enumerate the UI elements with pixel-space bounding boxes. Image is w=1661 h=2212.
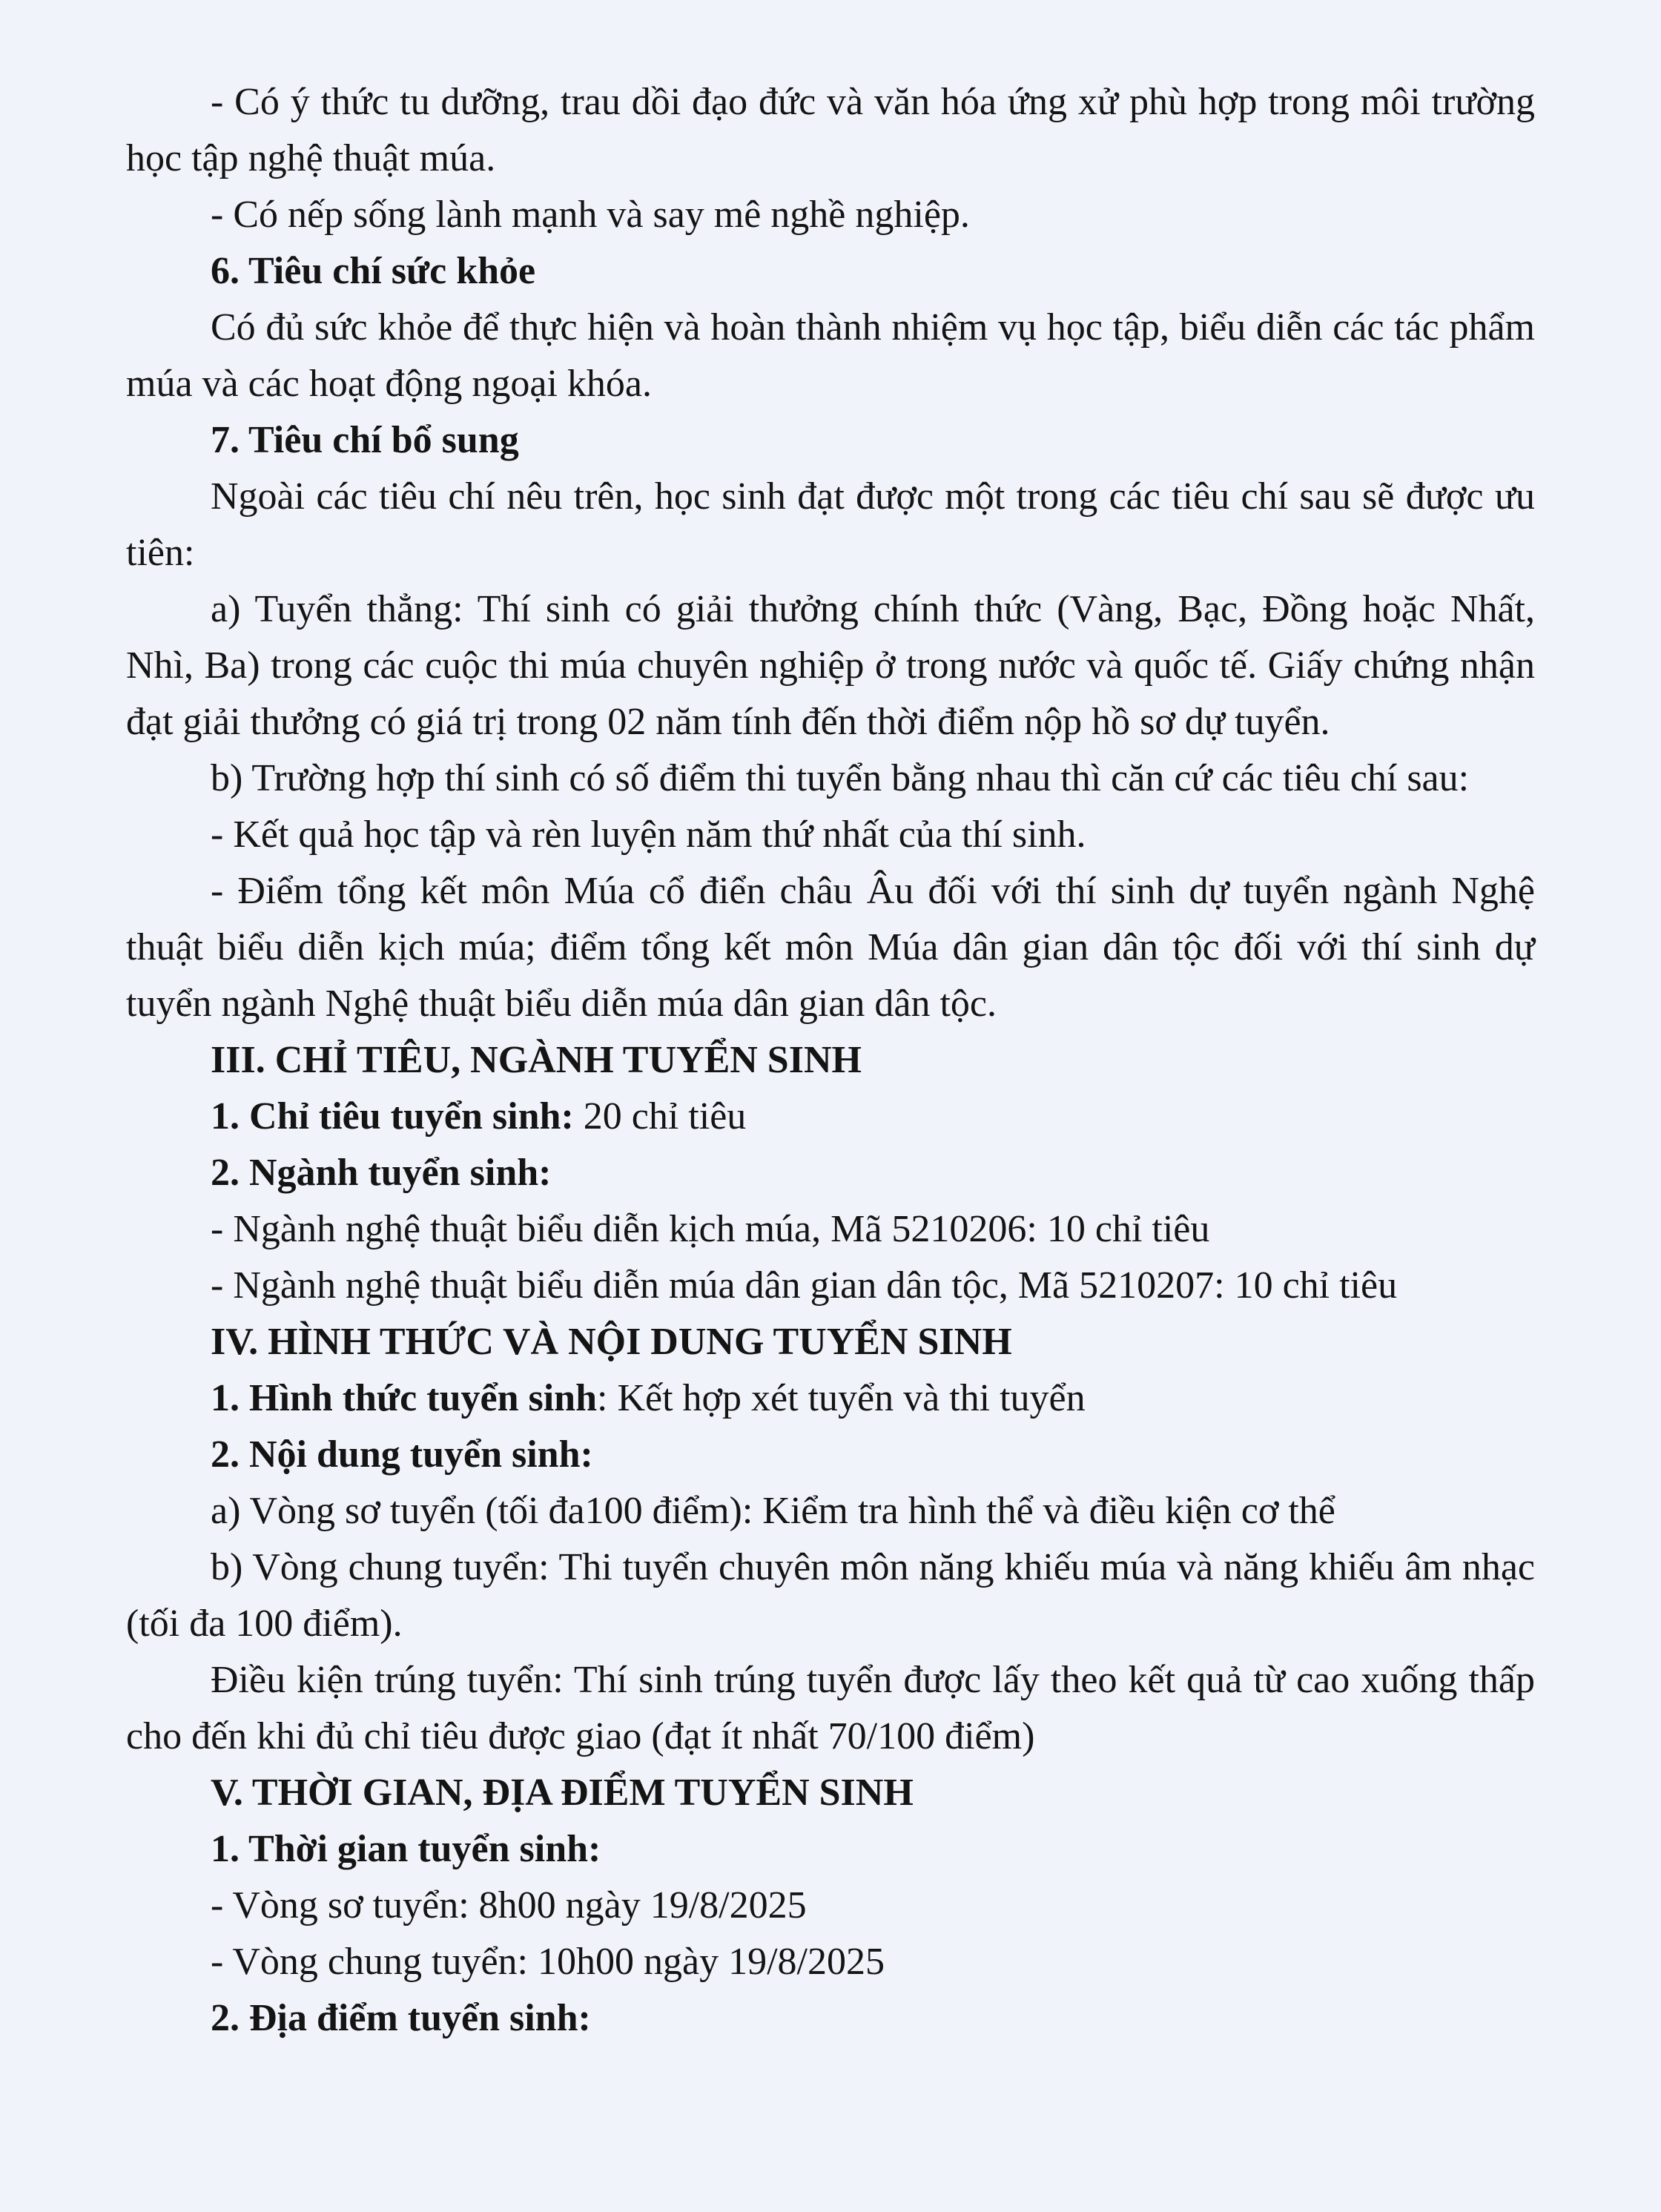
heading-admission-time: 1. Thời gian tuyển sinh: [211,1828,601,1870]
paragraph-final-round: b) Vòng chung tuyển: Thi tuyển chuyên môn năng khiếu múa và năng khiếu âm nhạc (tối đa 100 điểm). [126,1546,1535,1645]
heading-section-v: V. THỜI GIAN, ĐỊA ĐIỂM TUYỂN SINH [211,1772,914,1814]
paragraph-priority-intro: Ngoài các tiêu chí nêu trên, học sinh đạt được một trong các tiêu chí sau sẽ được ưu tiên: [126,475,1535,574]
heading-majors: 2. Ngành tuyển sinh: [211,1152,552,1194]
list-item-major-folk-dance: - Ngành nghệ thuật biểu diễn múa dân gian dân tộc, Mã 5210207: 10 chỉ tiêu [211,1264,1398,1307]
admission-form-value: : Kết hợp xét tuyển và thi tuyển [597,1377,1086,1419]
paragraph-conduct: - Có ý thức tu dưỡng, trau dồi đạo đức và văn hóa ứng xử phù hợp trong môi trường học tập nghệ thuật múa. [126,81,1535,179]
heading-admission-content: 2. Nội dung tuyển sinh: [211,1433,593,1476]
heading-section-iv: IV. HÌNH THỨC VÀ NỘI DUNG TUYỂN SINH [211,1321,1012,1363]
list-item-final-time: - Vòng chung tuyển: 10h00 ngày 19/8/2025 [211,1941,885,1983]
heading-admission-place: 2. Địa điểm tuyển sinh: [211,1997,591,2039]
list-item-preliminary-time: - Vòng sơ tuyển: 8h00 ngày 19/8/2025 [211,1884,807,1927]
paragraph-tie-break-results: - Kết quả học tập và rèn luyện năm thứ nhất của thí sinh. [211,813,1086,856]
heading-section-iii: III. CHỈ TIÊU, NGÀNH TUYỂN SINH [211,1039,862,1081]
document-page [126,74,1535,2047]
list-item-major-ballet: - Ngành nghệ thuật biểu diễn kịch múa, Mã 5210206: 10 chỉ tiêu [211,1208,1210,1250]
heading-additional-criteria: 7. Tiêu chí bổ sung [211,419,519,461]
paragraph-health: Có đủ sức khỏe để thực hiện và hoàn thành nhiệm vụ học tập, biểu diễn các tác phẩm múa và các hoạt động ngoại khóa. [126,306,1535,405]
paragraph-direct-admission: a) Tuyển thẳng: Thí sinh có giải thưởng chính thức (Vàng, Bạc, Đồng hoặc Nhất, Nhì, Ba) trong các cuộc thi múa chuyên nghiệp ở trong nước và quốc tế. Giấy chứng nhận đạt giải thưởng có giá trị trong 02 năm tính đến thời điểm nộp hồ sơ dự tuyển. [126,588,1535,743]
quota-value: 20 chỉ tiêu [573,1095,747,1138]
paragraph-lifestyle: - Có nếp sống lành mạnh và say mê nghề nghiệp. [211,194,970,236]
paragraph-preliminary-round: a) Vòng sơ tuyển (tối đa100 điểm): Kiểm tra hình thể và điều kiện cơ thể [211,1490,1335,1532]
paragraph-quota [126,1089,1535,1145]
paragraph-tie-break: b) Trường hợp thí sinh có số điểm thi tuyển bằng nhau thì căn cứ các tiêu chí sau: [211,757,1470,799]
quota-label: 1. Chỉ tiêu tuyển sinh: [211,1095,574,1138]
heading-health-criteria: 6. Tiêu chí sức khỏe [211,250,536,292]
admission-form-label: 1. Hình thức tuyển sinh [211,1377,598,1419]
paragraph-tie-break-scores: - Điểm tổng kết môn Múa cổ điển châu Âu đối với thí sinh dự tuyển ngành Nghệ thuật biểu diễn kịch múa; điểm tổng kết môn Múa dân gian dân tộc đối với thí sinh dự tuyển ngành Nghệ thuật biểu diễn múa dân gian dân tộc. [126,870,1535,1025]
paragraph-admission-condition: Điều kiện trúng tuyển: Thí sinh trúng tuyển được lấy theo kết quả từ cao xuống thấp cho đến khi đủ chỉ tiêu được giao (đạt ít nhất 70/100 điểm) [126,1659,1535,1757]
paragraph-admission-form [126,1370,1535,1427]
